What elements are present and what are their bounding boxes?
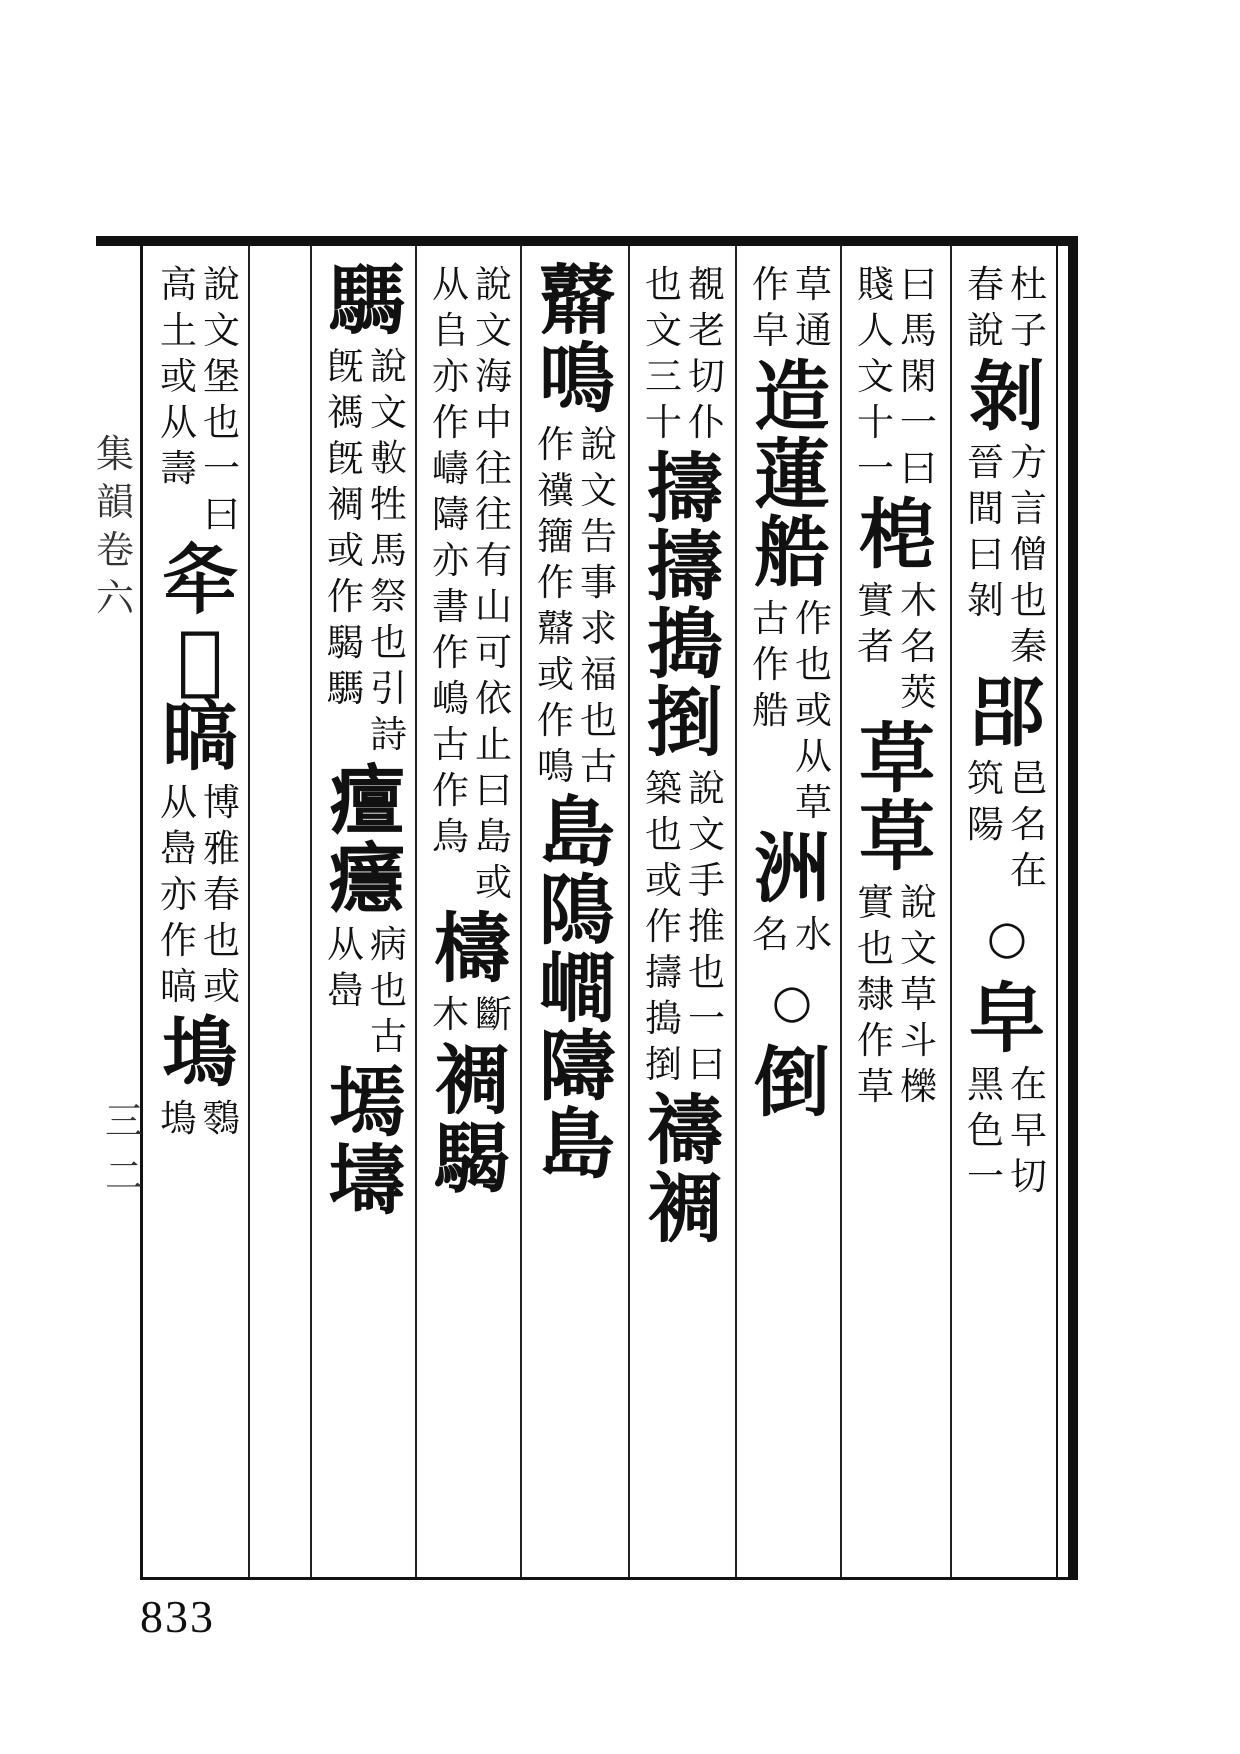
annotation-left-line: 實 者 — [857, 579, 894, 668]
annotation-pair — [537, 422, 617, 790]
headword: 草 草 — [859, 714, 935, 881]
annotation-right-line: 杜 子 — [1010, 263, 1047, 352]
annotation-left-line: 䲧 — [160, 1097, 197, 1140]
annotation-left-line: 从 㠀 亦 作 𣉞 — [160, 781, 197, 1008]
page-number: 833 — [140, 1591, 215, 1642]
headword: 剝 — [969, 352, 1045, 441]
headword: 禱 裯 — [647, 1086, 723, 1253]
annotation-right-line: 說 文 海 中 往 往 有 山 可 依 止 曰 島 或 — [475, 263, 512, 904]
annotation-pair — [857, 578, 937, 716]
annotation-pair — [160, 1096, 240, 1142]
headword: 墕 壔 — [329, 1058, 405, 1225]
annotation-left-line: 筑 陽 — [967, 757, 1004, 846]
annotation-pair — [645, 766, 725, 1088]
annotation-right-line: 斷 — [475, 993, 512, 1036]
annotation-left-line: 高 土 或 从 壽 — [160, 263, 197, 490]
annotation-pair — [752, 596, 832, 826]
text-column — [633, 262, 737, 1562]
annotation-right-line: 說 文 堡 也 一 曰 — [203, 263, 240, 536]
text-column — [150, 262, 250, 1562]
frame-top-border — [96, 236, 1076, 246]
headword: 造 蓮 艁 — [754, 352, 830, 597]
headword: 騳 — [329, 256, 405, 345]
headword: 𡕘 𡖉 𣉞 — [162, 536, 238, 781]
column-rule — [310, 246, 312, 1577]
annotation-left-line: 名 — [752, 913, 789, 956]
annotation-right-line: 草 通 — [795, 263, 832, 352]
annotation-pair — [327, 922, 407, 1060]
annotation-left-line: 旣 禡 旣 裯 或 作 騔 騳 — [327, 345, 364, 710]
text-column — [315, 256, 419, 1562]
annotation-pair — [967, 440, 1047, 670]
headword: 皁 — [969, 974, 1045, 1063]
annotation-left-line: 實 也 隸 作 草 — [857, 881, 894, 1108]
headword: 洲 — [754, 824, 830, 913]
annotation-pair — [432, 992, 512, 1038]
text-column — [740, 262, 844, 1562]
annotation-right-line: 說 文 告 事 求 福 也 古 — [580, 423, 617, 788]
annotation-right-line: 覩 老 切 仆 — [688, 263, 725, 444]
annotation-pair — [857, 880, 937, 1110]
text-column — [955, 262, 1059, 1562]
annotation-right-line: 作 也 或 从 草 — [795, 597, 832, 824]
annotation-left-line: 从 𠂤 亦 作 嶹 隯 亦 書 作 嶋 古 作 鳥 — [432, 263, 469, 858]
annotation-right-line: 䴇 — [203, 1097, 240, 1140]
annotation-pair — [752, 262, 832, 354]
headword: 鼘 鳴 — [539, 256, 615, 423]
annotation-left-line: 晉 間 曰 剝 — [967, 441, 1004, 622]
text-column — [525, 256, 629, 1562]
annotation-right-line: 病 也 古 — [370, 923, 407, 1058]
section-circle-mark: ○ — [771, 974, 813, 1028]
annotation-left-line: 古 作 艁 — [752, 597, 789, 732]
headword: 檮 — [434, 904, 510, 993]
annotation-left-line: 木 — [432, 993, 469, 1036]
column-rule — [950, 246, 952, 1577]
annotation-right-line: 說 文 手 推 也 一 曰 — [688, 767, 725, 1086]
annotation-right-line: 博 雅 春 也 或 — [203, 781, 240, 1008]
annotation-pair — [160, 780, 240, 1010]
annotation-left-line: 築 也 或 作 擣 搗 捯 — [645, 767, 682, 1086]
annotation-left-line: 也 文 三 十 — [645, 263, 682, 444]
annotation-pair — [645, 262, 725, 446]
headword: 䲧 — [162, 1008, 238, 1097]
annotation-right-line: 曰 馬 閑 一 曰 — [900, 263, 937, 490]
headword: 倒 — [754, 1038, 830, 1127]
annotation-right-line: 說 文 𢾭 牲 馬 祭 也 引 詩 — [370, 345, 407, 756]
headword: 𤺺 𤻘 — [329, 756, 405, 923]
annotation-pair — [857, 262, 937, 492]
annotation-pair — [432, 262, 512, 906]
annotation-left-line: 春 說 — [967, 263, 1004, 352]
annotation-pair — [967, 262, 1047, 354]
text-column — [845, 262, 949, 1562]
annotation-right-line: 說 文 草 斗 櫟 — [900, 881, 937, 1108]
frame-bottom-border — [140, 1577, 1078, 1580]
annotation-pair — [327, 344, 407, 758]
text-column — [420, 262, 524, 1562]
annotation-right-line: 木 名 莢 — [900, 579, 937, 714]
margin-leaf-number: 三二 — [104, 1099, 143, 1198]
annotation-pair — [967, 756, 1047, 894]
frame-right-border — [1068, 236, 1078, 1579]
annotation-left-line: 从 㠀 — [327, 923, 364, 1012]
annotation-right-line: 水 — [795, 913, 832, 956]
annotation-left-line: 賤 人 文 十 一 — [857, 263, 894, 490]
section-circle-mark: ○ — [986, 910, 1028, 964]
headword: 島 隝 𡼏 隯 島 — [539, 788, 615, 1189]
annotation-left-line: 黑 色 一 — [967, 1063, 1004, 1198]
annotation-pair — [752, 912, 832, 958]
annotation-left-line: 作 皁 — [752, 263, 789, 352]
headword: 郘 — [969, 668, 1045, 757]
headword: 裯 騔 — [434, 1036, 510, 1203]
annotation-left-line: 作 𥜥 籒 作 鼘 或 作 鳴 — [537, 423, 574, 788]
headword: 擣 擣 搗 捯 — [647, 444, 723, 767]
margin-book-title: 集韻卷六 — [96, 432, 135, 620]
annotation-right-line: 方 言 僧 也 秦 — [1010, 441, 1047, 668]
annotation-pair — [967, 1062, 1047, 1200]
headword: 梍 — [859, 490, 935, 579]
annotation-pair — [160, 262, 240, 538]
annotation-right-line: 邑 名 在 — [1010, 757, 1047, 892]
annotation-right-line: 在 早 切 — [1010, 1063, 1047, 1198]
